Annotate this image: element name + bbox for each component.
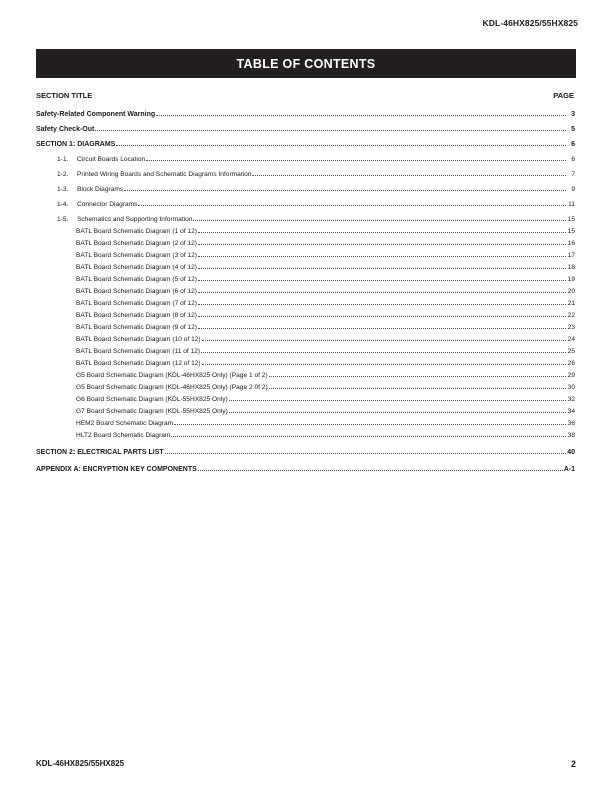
toc-subentry[interactable] [36, 224, 575, 236]
toc-entry-title: BATL Board Schematic Diagram (9 of 12) [76, 324, 197, 331]
dot-leader [198, 296, 566, 305]
toc-entry[interactable] [36, 212, 575, 224]
toc-entry-page: 11 [568, 201, 575, 208]
toc-subentry[interactable] [36, 344, 575, 356]
toc-entry-page: 40 [567, 449, 575, 456]
toc-entry-number: 1-4. [57, 201, 69, 208]
dot-leader [269, 380, 566, 389]
toc-entry-page: 36 [567, 420, 575, 427]
toc-subentry[interactable] [36, 332, 575, 344]
dot-leader [202, 356, 566, 365]
toc-entry-page: 9 [571, 186, 575, 193]
toc-entry-page: 26 [567, 360, 575, 367]
toc-section-heading[interactable] [36, 462, 575, 474]
toc-entry-page: 15 [567, 216, 575, 223]
toc-entry-title: Schematics and Supporting Information [77, 216, 193, 223]
dot-leader [156, 107, 566, 116]
toc-entry-title: G6 Board Schematic Diagram (KDL-55HX825 Only) [76, 396, 228, 403]
dot-leader [198, 308, 566, 317]
toc-entry-title: APPENDIX A: ENCRYPTION KEY COMPONENTS [36, 466, 197, 473]
toc-subentry[interactable] [36, 284, 575, 296]
toc-entry-title: HLT2 Board Schematic Diagram [76, 432, 171, 439]
dot-leader [201, 344, 566, 353]
toc-entry-title: BATL Board Schematic Diagram (3 of 12) [76, 252, 197, 259]
toc-subentry[interactable] [36, 296, 575, 308]
dot-leader [198, 236, 566, 245]
toc-entry-page: 22 [567, 312, 575, 319]
dot-leader [165, 445, 566, 454]
toc-subentry[interactable] [36, 260, 575, 272]
dot-leader [229, 404, 566, 413]
toc-entry-title: SECTION 2: ELECTRICAL PARTS LIST [36, 449, 164, 456]
dot-leader [198, 320, 566, 329]
toc-subentry[interactable] [36, 428, 575, 440]
toc-subentry[interactable] [36, 272, 575, 284]
toc-entry-title: Printed Wiring Boards and Schematic Diagrams Information [77, 171, 252, 178]
toc-subentry[interactable] [36, 308, 575, 320]
toc-entry[interactable] [36, 197, 575, 209]
toc-entry-title: G5 Board Schematic Diagram (KDL-46HX825 Only) (Page 2 0f 2) [76, 384, 268, 391]
toc-entry-number: 1-1. [57, 156, 69, 163]
toc-entry-title: BATL Board Schematic Diagram (12 of 12) [76, 360, 201, 367]
toc-entry[interactable] [36, 182, 575, 194]
toc-entry-page: 29 [567, 372, 575, 379]
toc-entry-page: 24 [567, 336, 575, 343]
toc-section-heading[interactable] [36, 137, 575, 149]
toc-entry[interactable] [36, 122, 575, 134]
toc-entry-page: 7 [571, 171, 575, 178]
dot-leader [198, 224, 566, 233]
toc-entry-title: Circuit Boards Location [77, 156, 146, 163]
toc-entry-page: 6 [571, 156, 575, 163]
dot-leader [229, 392, 566, 401]
toc-subentry[interactable] [36, 320, 575, 332]
toc-entry-title: BATL Board Schematic Diagram (7 of 12) [76, 300, 197, 307]
toc-subentry[interactable] [36, 380, 575, 392]
toc-entry-page: 19 [567, 276, 575, 283]
dot-leader [252, 167, 566, 176]
toc-entry-title: BATL Board Schematic Diagram (5 of 12) [76, 276, 197, 283]
toc-entry-title: BATL Board Schematic Diagram (11 of 12) [76, 348, 201, 355]
toc-entry-page: 15 [567, 228, 575, 235]
toc-entry-page: A-1 [563, 466, 575, 473]
toc-entry-page: 18 [567, 264, 575, 271]
dot-leader [138, 197, 566, 206]
toc-subentry[interactable] [36, 236, 575, 248]
toc-entry-page: 30 [567, 384, 575, 391]
toc-entry-page: 25 [567, 348, 575, 355]
toc-subentry[interactable] [36, 404, 575, 416]
toc-entry-page: 6 [571, 141, 575, 148]
table-of-contents [36, 107, 575, 474]
toc-entry-number: 1-3. [57, 186, 69, 193]
toc-entry-title: Connector Diagrams [77, 201, 138, 208]
toc-section-heading[interactable] [36, 445, 575, 457]
toc-entry-page: 5 [571, 126, 575, 133]
toc-subentry[interactable] [36, 356, 575, 368]
dot-leader [171, 428, 566, 437]
dot-leader [198, 462, 563, 471]
footer-page-number: 2 [570, 759, 576, 769]
dot-leader [146, 152, 566, 161]
dot-leader [198, 284, 566, 293]
toc-entry-page: 21 [567, 300, 575, 307]
toc-entry-title: BATL Board Schematic Diagram (2 of 12) [76, 240, 197, 247]
toc-entry-page: 32 [567, 396, 575, 403]
header-model-number: KDL-46HX825/55HX825 [482, 18, 578, 28]
dot-leader [174, 416, 566, 425]
section-title-column-header: SECTION TITLE [36, 91, 93, 100]
dot-leader [95, 122, 566, 131]
toc-entry-page: 16 [567, 240, 575, 247]
dot-leader [198, 248, 566, 257]
toc-subentry[interactable] [36, 392, 575, 404]
dot-leader [124, 182, 566, 191]
toc-entry-title: HEM2 Board Schematic Diagram [76, 420, 174, 427]
dot-leader [198, 260, 566, 269]
toc-entry-title: BATL Board Schematic Diagram (6 of 12) [76, 288, 197, 295]
toc-entry-title: BATL Board Schematic Diagram (10 of 12) [76, 336, 201, 343]
toc-entry-title: G5 Board Schematic Diagram (KDL-46HX825 Only) (Page 1 of 2) [76, 372, 268, 379]
toc-entry-page: 17 [567, 252, 575, 259]
toc-entry-title: BATL Board Schematic Diagram (1 of 12) [76, 228, 197, 235]
toc-entry-title: Safety Check-Out [36, 126, 95, 133]
dot-leader [202, 332, 566, 341]
page-column-header: PAGE [553, 91, 574, 100]
toc-entry-page: 34 [567, 408, 575, 415]
toc-entry-number: 1-5. [57, 216, 69, 223]
toc-entry-page: 38 [567, 432, 575, 439]
toc-entry-page: 23 [567, 324, 575, 331]
toc-entry-title: SECTION 1: DIAGRAMS [36, 141, 116, 148]
toc-entry-number: 1-2. [57, 171, 69, 178]
toc-entry-title: Safety-Related Component Warning [36, 111, 156, 118]
footer-model-number: KDL-46HX825/55HX825 [36, 759, 125, 768]
toc-entry[interactable] [36, 167, 575, 179]
toc-entry[interactable] [36, 107, 575, 119]
dot-leader [116, 137, 566, 146]
toc-entry-page: 20 [567, 288, 575, 295]
toc-subentry[interactable] [36, 416, 575, 428]
toc-entry-title: G7 Board Schematic Diagram (KDL-55HX825 Only) [76, 408, 228, 415]
dot-leader [193, 212, 566, 221]
toc-entry[interactable] [36, 152, 575, 164]
toc-subentry[interactable] [36, 248, 575, 260]
toc-entry-title: BATL Board Schematic Diagram (4 of 12) [76, 264, 197, 271]
page-title-bar [36, 49, 576, 78]
toc-entry-page: 3 [571, 111, 575, 118]
page-title: TABLE OF CONTENTS [236, 56, 376, 71]
dot-leader [198, 272, 566, 281]
toc-entry-title: BATL Board Schematic Diagram (8 of 12) [76, 312, 197, 319]
toc-subentry[interactable] [36, 368, 575, 380]
toc-entry-title: Block Diagrams [77, 186, 124, 193]
dot-leader [269, 368, 566, 377]
